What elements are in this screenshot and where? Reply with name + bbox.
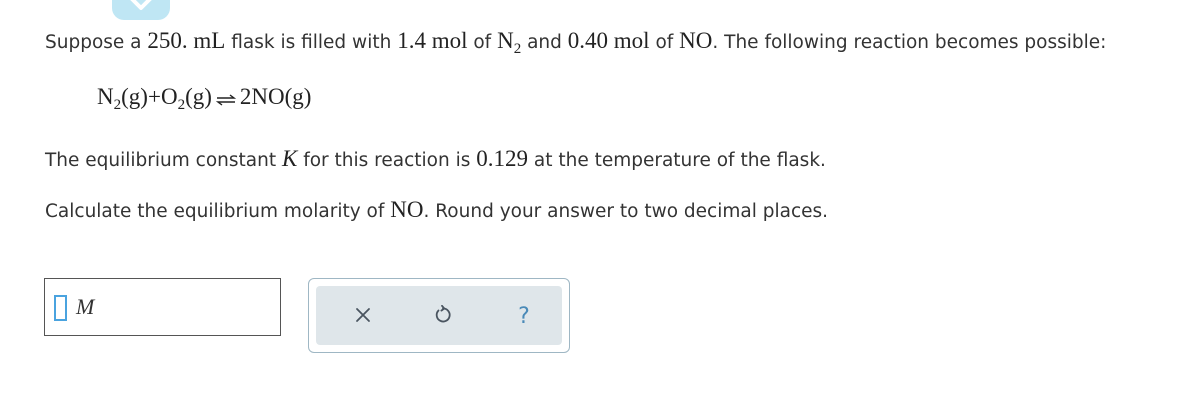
answer-input[interactable] — [44, 278, 281, 336]
constant-text: for this reaction is — [297, 150, 477, 171]
reaction-equation — [97, 84, 311, 112]
undo-button[interactable] — [430, 304, 456, 330]
question-text: . Round your answer to two decimal places. — [423, 201, 829, 222]
help-button[interactable] — [511, 304, 537, 330]
eq-o2-subscript: 2 — [177, 97, 186, 113]
undo-icon — [433, 305, 453, 329]
eq-n2-state: (g) — [121, 84, 148, 109]
intro-text: . The following reaction becomes possible: — [712, 32, 1107, 53]
help-icon: ? — [518, 304, 530, 329]
eq-o2-state: (g) — [185, 84, 212, 109]
collapse-tab-button[interactable] — [112, 0, 170, 20]
eq-product-state: (g) — [284, 84, 312, 109]
eq-product: 2NO — [239, 84, 285, 109]
no-amount: 0.40 mol — [567, 28, 650, 53]
constant-value: 0.129 — [476, 146, 528, 171]
eq-o2-letter: O — [160, 84, 178, 109]
n2-subscript: 2 — [513, 41, 522, 57]
answer-text-cursor[interactable] — [54, 295, 67, 321]
constant-symbol: K — [281, 146, 298, 171]
problem-statement — [45, 28, 1107, 57]
eq-n2-letter: N — [97, 84, 114, 109]
question-species: NO — [390, 197, 424, 222]
intro-text: and — [521, 32, 568, 53]
close-icon — [354, 306, 372, 328]
constant-text: The equilibrium constant — [45, 150, 282, 171]
constant-statement — [45, 146, 826, 172]
chevron-down-icon — [128, 0, 154, 16]
question-text: Calculate the equilibrium molarity of — [45, 201, 391, 222]
answer-tools-panel — [308, 278, 570, 353]
clear-button[interactable] — [350, 304, 376, 330]
no-formula: NO — [679, 28, 713, 53]
equilibrium-arrow-icon — [216, 86, 236, 112]
eq-plus: + — [147, 84, 161, 109]
n2-letter: N — [497, 28, 514, 53]
n2-formula — [497, 28, 522, 57]
intro-text: of — [467, 32, 498, 53]
intro-text: of — [649, 32, 680, 53]
eq-n2-subscript: 2 — [113, 97, 122, 113]
constant-text: at the temperature of the flask. — [527, 150, 826, 171]
flask-volume: 250. mL — [147, 28, 226, 53]
intro-text: flask is filled with — [225, 32, 398, 53]
answer-unit: M — [76, 294, 95, 319]
n2-amount: 1.4 mol — [397, 28, 468, 53]
intro-text: Suppose a — [45, 32, 148, 53]
tools-background — [316, 286, 562, 345]
question-statement — [45, 197, 828, 223]
